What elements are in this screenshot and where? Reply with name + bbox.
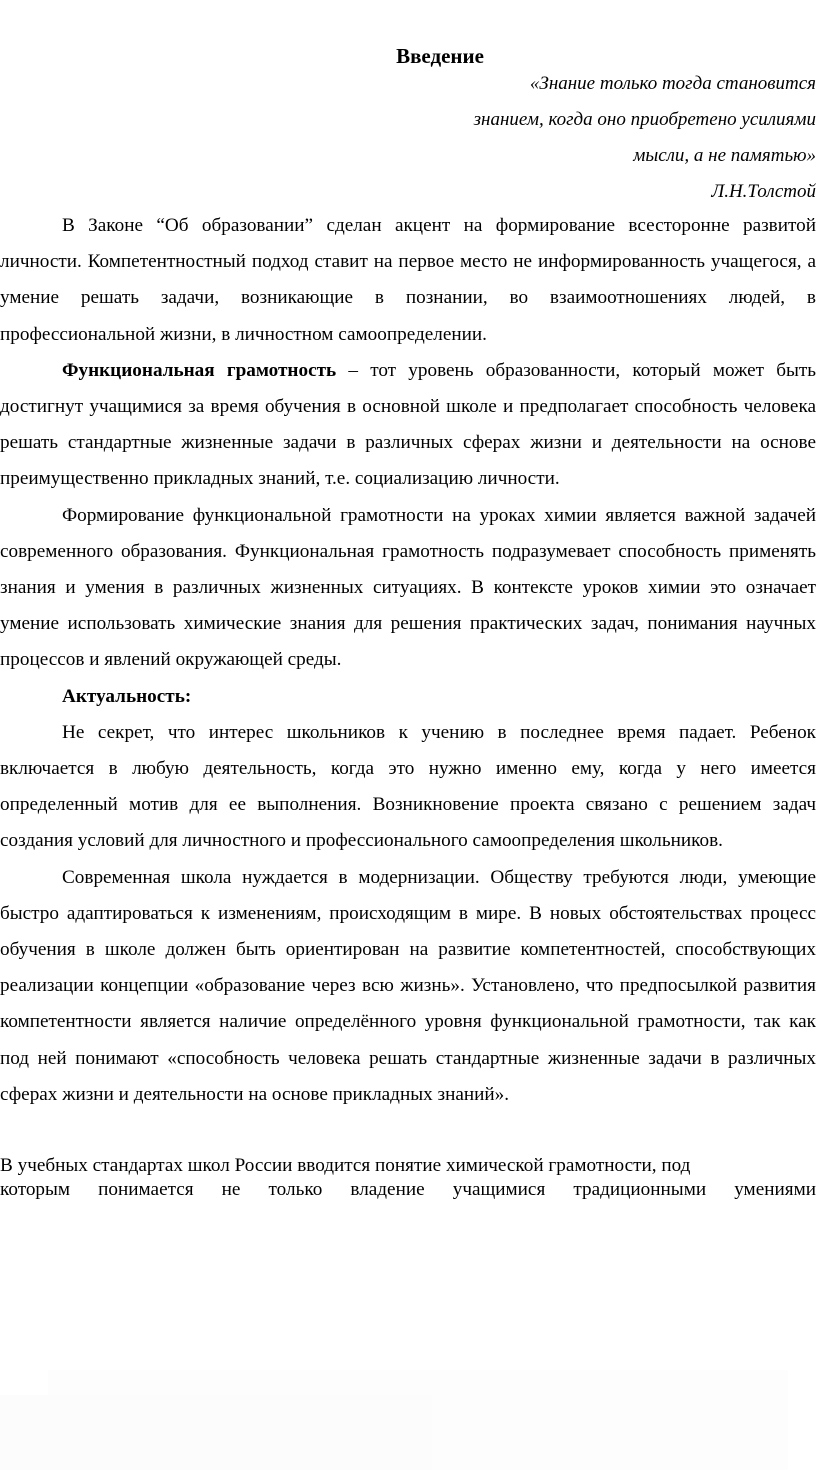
paragraph-law: В Законе “Об образовании” сделан акцент на формирование всесторонне развитой личности. Компетентностный подход ставит на первое место не информированность учащегося, а умение решать задачи, возникающие в познании, во взаимоотношениях людей, в профессиональной жизни, в личностном самоопределении.: [0, 215, 816, 345]
paragraph-modern-school: Современная школа нуждается в модернизации. Обществу требуются люди, умеющие быстро адаптироваться к изменениям, происходящим в мире. В новых обстоятельствах процесс обучения в школе должен быть ориентирован на развитие компетентностей, способствующих реализации концепции «образование через всю жизнь». Установлено, что предпосылкой развития компетентности является наличие определённого уровня функциональной грамотности, так как под ней понимают «способность человека решать стандартные жизненные задачи в различных сферах жизни и деятельности на основе прикладных знаний».: [0, 866, 816, 1105]
epigraph-line-1: «Знание только тогда становится: [529, 73, 816, 94]
page-title: Введение: [396, 44, 484, 68]
chemical-literacy-line-2: которым понимается не только владение учащимися традиционными умениями: [0, 1179, 816, 1200]
epigraph-author: Л.Н.Толстой: [711, 181, 816, 202]
chemical-literacy-line-1: В учебных стандартах школ России вводится понятие химической грамотности, под: [0, 1155, 691, 1176]
term-functional-literacy: Функциональная грамотность: [62, 359, 337, 381]
epigraph-line-3: мысли, а не памятью»: [633, 145, 816, 166]
heading-relevance: Актуальность:: [62, 685, 192, 707]
epigraph-line-2: знанием, когда оно приобретено усилиями: [473, 109, 816, 130]
definition-functional-literacy: – тот уровень образованности, который может быть достигнут учащимися за время обучения в основной школе и предполагает способность человека решать стандартные жизненные задачи в различных сферах жизни и деятельности на основе преимущественно прикладных знаний, т.е. социализацию личности.: [0, 359, 816, 490]
paragraph-chemistry-lessons: Формирование функциональной грамотности на уроках химии является важной задачей современного образования. Функциональная грамотность подразумевает способность применять знания и умения в различных жизненных ситуациях. В контексте уроков химии это означает умение использовать химические знания для решения практических задач, понимания научных процессов и явлений окружающей среды.: [0, 504, 816, 671]
page-blank-area-left: [0, 1395, 432, 1470]
paragraph-functional-literacy: [0, 353, 816, 498]
paragraph-chemical-literacy: [0, 1154, 816, 1202]
paragraph-student-interest: Не секрет, что интерес школьников к учению в последнее время падает. Ребенок включается в любую деятельность, когда это нужно именно ему, когда у него имеется определенный мотив для ее выполнения. Возникновение проекта связано с решением задач создания условий для личностного и профессионального самоопределения школьников.: [0, 721, 816, 852]
document-body: [0, 208, 816, 1113]
